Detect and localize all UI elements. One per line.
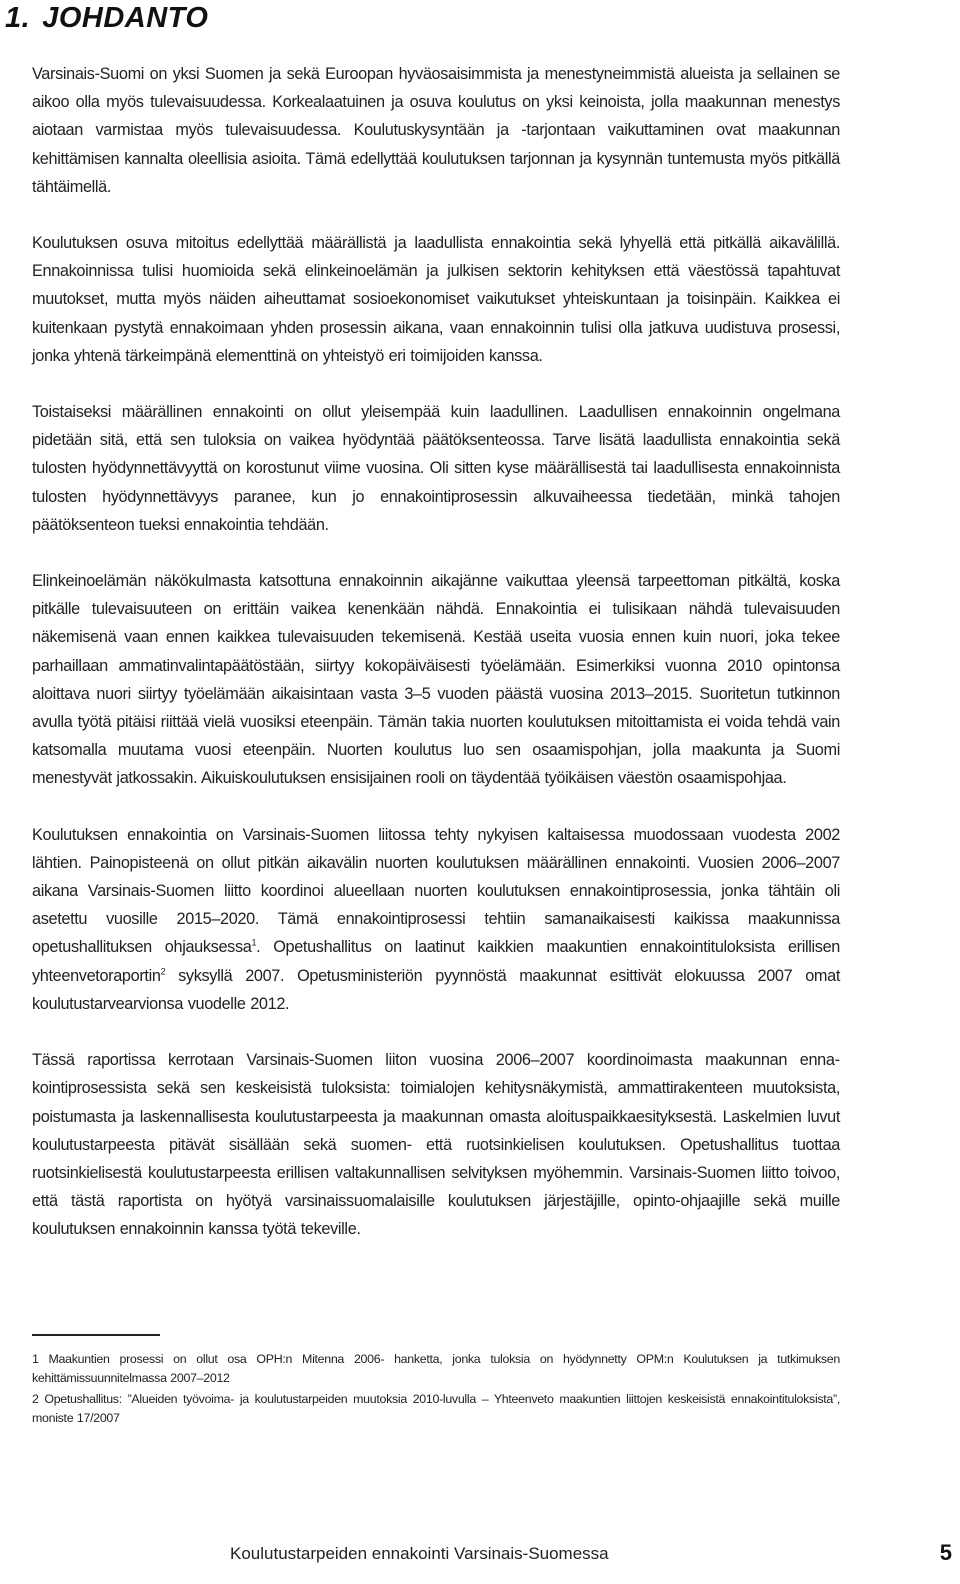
body-text [32, 60, 840, 1272]
chapter-number: 1. [5, 2, 31, 34]
footer-title: Koulutustarpeiden ennakointi Varsinais-Suomessa [230, 1544, 609, 1563]
footnote-ref-1: 1 [251, 938, 257, 949]
footnote-divider [32, 1334, 160, 1336]
paragraph-1: Varsinais-Suomi on yksi Suomen ja sekä Euroopan hyväosaisimmista ja menestyneimmistä alueista ja sellainen se aikoo olla myös tulevaisuudessa. Korkealaatuinen ja osuva koulutus on yksi keinoista, jolla maakunnan menestys aiotaan varmistaa myös tulevaisuudessa. Koulutuskysyntään ja -tarjontaan vaikuttaminen ovat maakunnan kehittämisen kannalta oleellisia asioita. Tämä edellyttää koulutuksen tarjonnan ja kysynnän tuntemusta myös pitkällä tähtäimellä. [32, 65, 840, 196]
chapter-heading [5, 2, 208, 35]
chapter-title: JOHDANTO [42, 2, 209, 34]
paragraph-2: Koulutuksen osuva mitoitus edellyttää määrällistä ja laadullista ennakointia sekä lyhyellä että pitkällä aikavälillä. Ennakoinnissa tulisi huomioida sekä elinkeinoelämän ja julkisen sektorin kehityksen että väestössä tapahtuvat muutokset, mutta myös näiden aiheuttamat sosioekonomiset vaikutukset yhteiskuntaan ja toisinpäin. Kaikkea ei kuitenkaan pystytä ennakoimaan yhden prosessin aikana, vaan ennakoinnin tulisi olla jatkuva uudistuva prosessi, jonka yhtenä tärkeimpänä elementtinä on yhteistyö eri toimijoiden kanssa. [32, 234, 840, 365]
paragraph-5-text-a: Koulutuksen ennakointia on Varsinais-Suomen liitossa tehty nykyisen kaltaisessa muodossaan vuodesta 2002 lähtien. Painopisteenä on ollut pitkän aikavälin nuorten koulutuksen määrällinen ennakointi. Vuosien 2006–2007 aikana Varsinais-Suomen liitto koordinoi alueellaan nuorten koulutuksen ennakointiprosessia, jonka tähtäin oli asetettu vuosille 2015–2020. Tämä ennakointiprosessi tehtiin samanaikaisesti kaikissa maakunnissa opetushallituksen ohjauksessa [32, 825, 840, 957]
page-number: 5 [939, 1540, 952, 1565]
paragraph-6: Tässä raportissa kerrotaan Varsinais-Suomen liiton vuosina 2006–2007 koordinoimasta maakunnan ennakointiprosessista sekä sen keskeisistä tuloksista: toimialojen kehitysnäkymistä, ammattirakenteen muutoksista, poistumasta ja laskennallisesta koulutustarpeesta ja maakunnan omasta aloituspaikkaesityksestä. Laskelmien luvut koulutustarpeesta pitävät sisällään sekä suomen- että ruotsinkielisen koulutuksen. Opetushallitus tuottaa ruotsinkielisestä koulutustarpeesta erillisen valtakunnallisen selvityksen myöhemmin. Varsinais-Suomen liitto toivoo, että tästä raportista on hyötyä varsinaissuomalaisille koulutuksen järjestäjille, opinto-ohjaajille sekä muille koulutuksen ennakoinnin kanssa työtä tekeville. [32, 1051, 840, 1239]
footnote-2: 2 Opetushallitus: ”Alueiden työvoima- ja koulutustarpeiden muutoksia 2010-luvulla – Yhteenveto maakuntien liittojen keskeisistä ennakointituloksista”, moniste 17/2007 [32, 1392, 840, 1425]
paragraph-3: Toistaiseksi määrällinen ennakointi on ollut yleisempää kuin laadullinen. Laadullisen ennakoinnin ongelmana pidetään sitä, että sen tuloksia on vaikea hyödyntää päätöksenteossa. Tarve lisätä laadullista ennakointia sekä tulosten hyödynnettävyyttä on korostunut viime vuosina. Oli sitten kyse määrällisestä tai laadullisesta ennakoinnista tulosten hyödynnettävyys paranee, kun jo ennakointiprosessin alkuvaiheessa tiedetään, minkä tahojen päätöksenteon tueksi ennakointia tehdään. [32, 403, 840, 534]
paragraph-5-text-b: . Opetushallitus on laatinut kaikkien maakuntien ennakointituloksista erillisen yhteenvetoraportin [32, 938, 840, 985]
footnote-ref-2: 2 [160, 966, 166, 977]
footnote-1: 1 Maakuntien prosessi on ollut osa OPH:n Mitenna 2006- hanketta, jonka tuloksia on hyödynnetty OPM:n Koulutuksen ja tutkimuksen kehittämissuunnitelmassa 2007–2012 [32, 1352, 840, 1385]
footnotes [32, 1350, 840, 1430]
paragraph-5 [32, 821, 840, 1018]
paragraph-4: Elinkeinoelämän näkökulmasta katsottuna ennakoinnin aikajänne vaikuttaa yleensä tarpeettoman pitkältä, koska pitkälle tulevaisuuteen on erittäin vaikea kenenkään nähdä. Ennakointia ei tulisikaan nähdä tulevaisuuden näkemisenä vaan ennen kaikkea tulevaisuuden tekemisenä. Kestää useita vuosia ennen kuin nuori, joka tekee parhaillaan ammatinvalintapäätöstään, siirtyy kokopäiväisesti työelämään. Esimerkiksi vuonna 2010 opintonsa aloittava nuori siirtyy työelämään aikaisintaan vasta 3–5 vuoden päästä vuosina 2013–2015. Suoritetun tutkinnon avulla työtä pitäisi riittää vielä vuosiksi eteenpäin. Tämän takia nuorten koulutuksen mitoittamista ei voida tehdä vain katsomalla muutama vuosi eteenpäin. Nuorten koulutus luo sen osaamispohjan, jolla maakunta ja Suomi menestyvät jatkossakin. Aikuiskoulutuksen ensisijainen rooli on täydentää työikäisen väestön osaamispohjaa. [32, 572, 840, 788]
paragraph-5-text-c: syksyllä 2007. Opetusministeriön pyynnöstä maakunnat esittivät elokuussa 2007 omat koulutustarvearvionsa vuodelle 2012. [32, 966, 840, 1013]
